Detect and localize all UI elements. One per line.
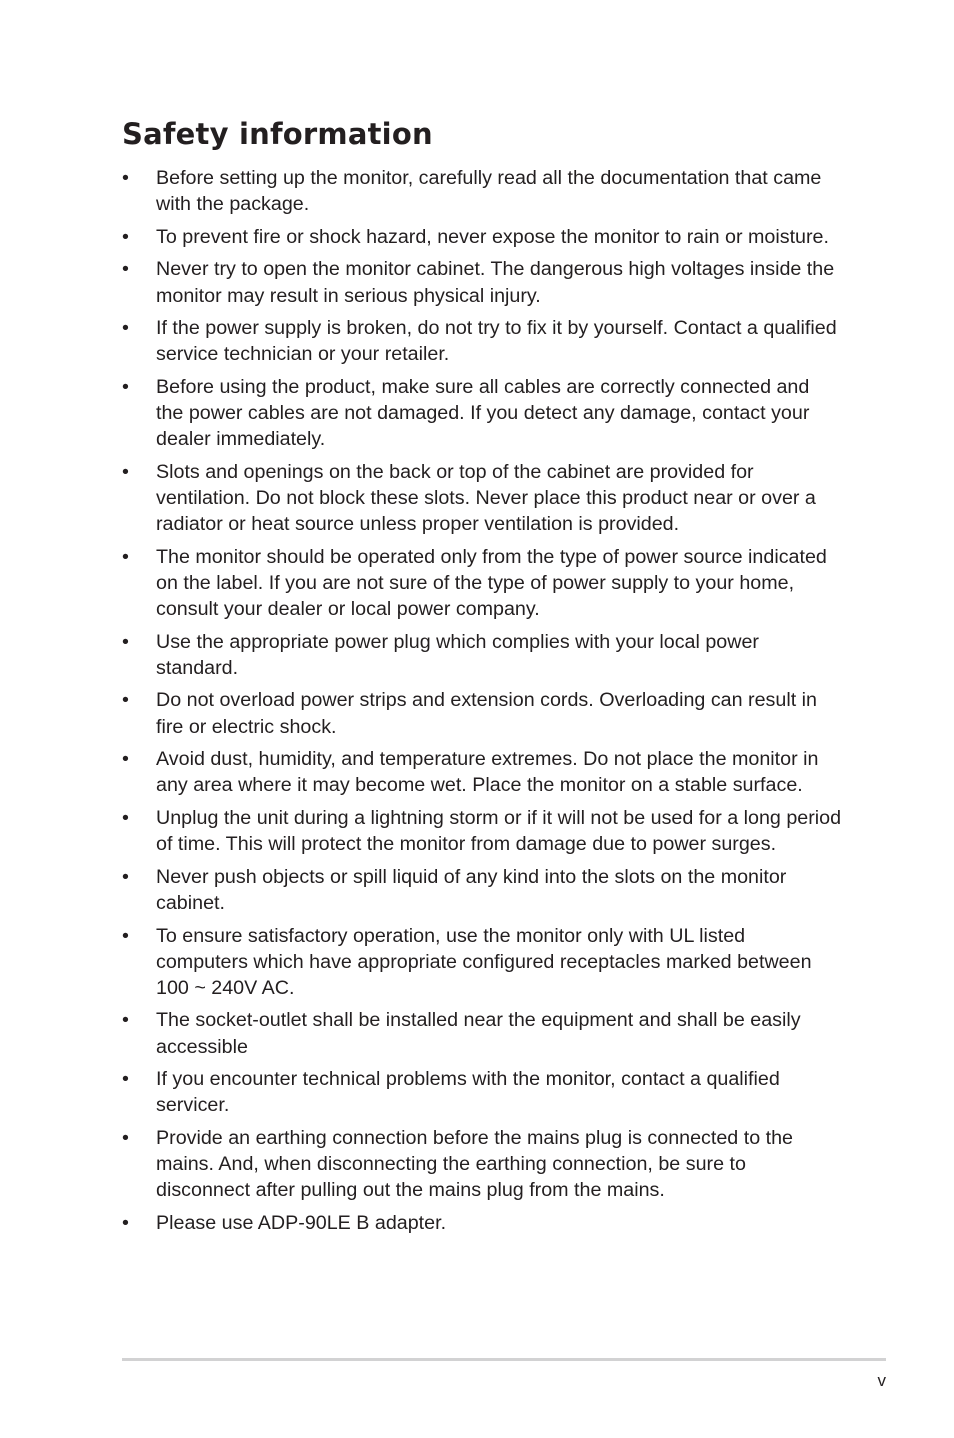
list-item xyxy=(122,1210,842,1236)
bullet-icon: • xyxy=(122,1009,129,1032)
list-item-text: Provide an earthing connection before the mains plug is connected to the mains. And, when disconnecting the earthing connection, be sure to disconnect after pulling out the mains plug from the mains. xyxy=(156,1127,793,1202)
bullet-icon: • xyxy=(122,225,129,248)
bullet-icon: • xyxy=(122,924,129,947)
page-number: v xyxy=(877,1371,886,1390)
list-item-text: Never try to open the monitor cabinet. The dangerous high voltages inside the monitor may result in serious physical injury. xyxy=(156,258,835,307)
list-item xyxy=(122,864,842,916)
list-item xyxy=(122,224,842,250)
bullet-icon: • xyxy=(122,376,129,399)
list-item-text: Use the appropriate power plug which complies with your local power standard. xyxy=(156,630,759,679)
bullet-icon: • xyxy=(122,865,129,888)
list-item-text: Do not overload power strips and extension cords. Overloading can result in fire or electric shock. xyxy=(156,689,817,738)
list-item-text: Please use ADP-90LE B adapter. xyxy=(156,1211,447,1234)
page-title: Safety information xyxy=(122,117,433,151)
safety-list xyxy=(122,165,842,1243)
list-item-text: Never push objects or spill liquid of any kind into the slots on the monitor cabinet. xyxy=(156,865,787,914)
bullet-icon: • xyxy=(122,748,129,771)
bullet-icon: • xyxy=(122,1127,129,1149)
bullet-icon: • xyxy=(122,460,129,483)
list-item xyxy=(122,746,842,798)
bullet-icon: • xyxy=(122,689,129,712)
bullet-icon: • xyxy=(122,545,129,568)
footer-divider xyxy=(122,1358,886,1361)
list-item xyxy=(122,805,842,857)
list-item xyxy=(122,687,842,739)
list-item xyxy=(122,1125,842,1203)
list-item-text: If the power supply is broken, do not try to fix it by yourself. Contact a qualified service technician or your retailer. xyxy=(156,317,837,366)
list-item xyxy=(122,374,842,452)
bullet-icon: • xyxy=(122,1211,129,1234)
list-item xyxy=(122,923,842,1001)
list-item xyxy=(122,1066,842,1118)
list-item-text: Unplug the unit during a lightning storm or if it will not be used for a long period of time. This will protect the monitor from damage due to power surges. xyxy=(156,807,842,856)
list-item-text: To prevent fire or shock hazard, never expose the monitor to rain or moisture. xyxy=(156,225,829,248)
list-item xyxy=(122,256,842,308)
list-item-text: The socket-outlet shall be installed near the equipment and shall be easily accessible xyxy=(156,1009,801,1058)
bullet-icon: • xyxy=(122,317,129,340)
bullet-icon: • xyxy=(122,258,129,281)
bullet-icon: • xyxy=(122,167,129,189)
bullet-icon: • xyxy=(122,1068,129,1091)
bullet-icon: • xyxy=(122,630,129,653)
list-item-text: The monitor should be operated only from the type of power source indicated on the label. If you are not sure of the type of power supply to your home, consult your dealer or local power company. xyxy=(156,545,827,620)
list-item-text: Before setting up the monitor, carefully read all the documentation that came with the package. xyxy=(156,167,822,216)
list-item-text: Avoid dust, humidity, and temperature extremes. Do not place the monitor in any area where it may become wet. Place the monitor on a stable surface. xyxy=(156,748,819,797)
list-item-text: To ensure satisfactory operation, use the monitor only with UL listed computers which have appropriate configured receptacles marked between 100 ~ 240V AC. xyxy=(156,924,812,999)
list-item xyxy=(122,459,842,537)
list-item-text: Before using the product, make sure all cables are correctly connected and the power cables are not damaged. If you detect any damage, contact your dealer immediately. xyxy=(156,376,810,451)
list-item xyxy=(122,544,842,622)
list-item-text: If you encounter technical problems with the monitor, contact a qualified servicer. xyxy=(156,1068,780,1117)
list-item xyxy=(122,1007,842,1059)
bullet-icon: • xyxy=(122,807,129,829)
list-item xyxy=(122,629,842,681)
list-item-text: Slots and openings on the back or top of the cabinet are provided for ventilation. Do not block these slots. Never place this product near or over a radiator or heat source unless proper ventilation is provided. xyxy=(156,460,816,536)
list-item xyxy=(122,315,842,367)
list-item xyxy=(122,165,842,217)
